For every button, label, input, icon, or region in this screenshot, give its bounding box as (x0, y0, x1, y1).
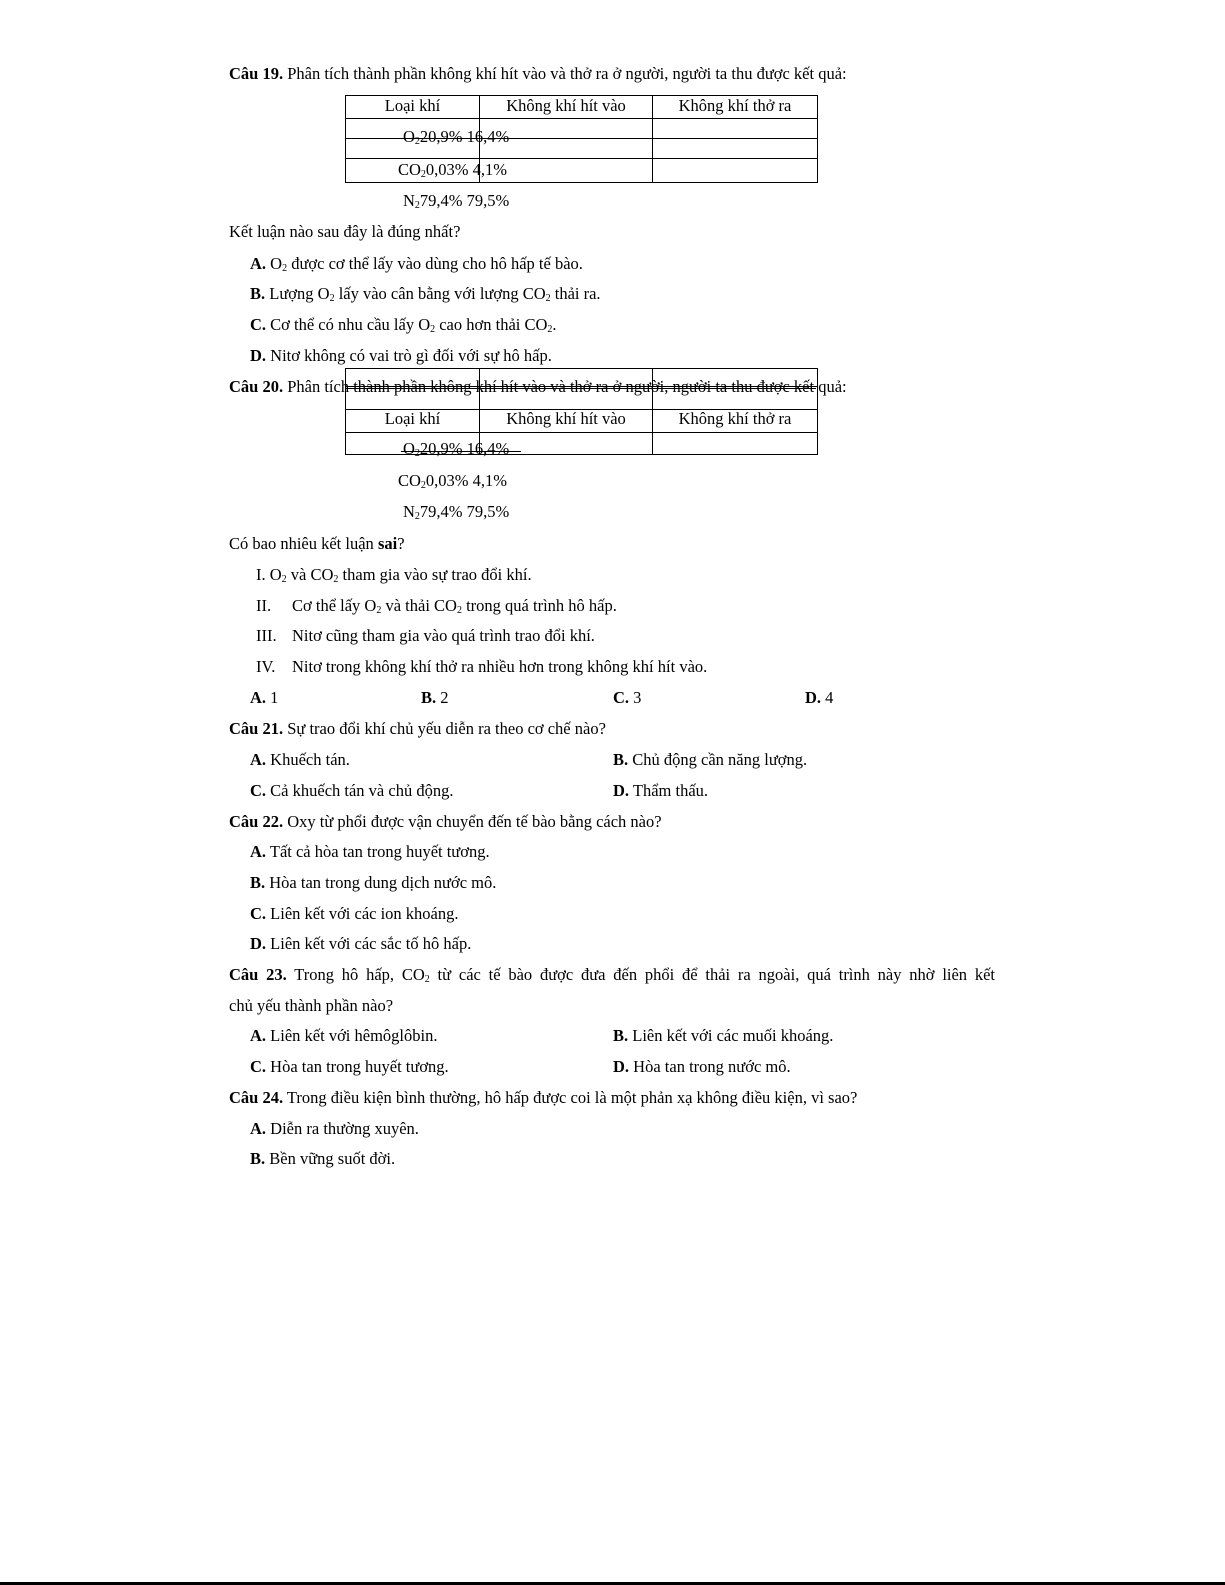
q19-option-b[interactable]: B. Lượng $O_2$ lấy vào cân bằng với lượng $CO_2$ thải ra. (250, 284, 601, 304)
q22-option-a[interactable]: A. Tất cả hòa tan trong huyết tương. (250, 842, 490, 861)
q20-number: Câu 20. (229, 377, 284, 396)
q21-option-c[interactable]: C. Cả khuếch tán và chủ động. (250, 781, 454, 800)
q20-header-exhaled: Không khí thở ra (678, 409, 792, 428)
q24-option-a[interactable]: A. Diễn ra thường xuyên. (250, 1119, 419, 1138)
q20-statement-3: Nitơ cũng tham gia vào quá trình trao đổi khí. (292, 626, 595, 645)
q23-number: Câu 23. (229, 965, 287, 984)
q19-row-co2: $CO_20,03\%$ 4,1% (398, 160, 508, 180)
q19-number: Câu 19. (229, 64, 284, 83)
q19-stem (229, 64, 847, 84)
q19-row-o2: $O_220,9\%$ 16,4% (403, 127, 510, 147)
q21-number: Câu 21. (229, 719, 284, 738)
q21-option-d[interactable]: D. Thẩm thấu. (613, 781, 709, 800)
q20-statement-2: Cơ thể lấy $O_2$ và thải $CO_2$ trong quá trình hô hấp. (292, 596, 617, 616)
q22-text: Oxy từ phổi được vận chuyển đến tế bào bằng cách nào? (287, 812, 662, 831)
q19-header-gas: Loại khí (384, 96, 441, 115)
q23-option-b[interactable]: B. Liên kết với các muối khoáng. (613, 1026, 834, 1045)
q19-option-a[interactable]: A. $O_2$ được cơ thể lấy vào dùng cho hô hấp tế bào. (250, 254, 583, 274)
q21-stem (229, 719, 606, 739)
q20-row-n2: $N_279,4\%$ 79,5% (403, 502, 510, 522)
q23-option-c[interactable]: C. Hòa tan trong huyết tương. (250, 1057, 449, 1076)
q19-option-d[interactable]: D. Nitơ không có vai trò gì đối với sự hô hấp. (250, 346, 552, 365)
q19-header-inhaled: Không khí hít vào (506, 96, 626, 115)
q20-statement-2-num: II. (256, 596, 272, 615)
q19-row-n2: $N_279,4\%$ 79,5% (403, 191, 510, 211)
q20-text: Phân tích thành phần không khí hít vào và thở ra ở người, người ta thu được kết quả: (287, 377, 847, 396)
q20-stem-strike (345, 388, 816, 389)
q22-stem (229, 812, 662, 832)
q20-row-o2-strike (401, 451, 521, 452)
q19-row-o2-strike (401, 138, 521, 139)
q21-text: Sự trao đổi khí chủ yếu diễn ra theo cơ chế nào? (287, 719, 606, 738)
q24-stem (229, 1088, 857, 1108)
q20-row-o2: $O_220,9\%$ 16,4% (403, 439, 510, 459)
q21-option-b[interactable]: B. Chủ động cần năng lượng. (613, 750, 808, 769)
q22-option-c[interactable]: C. Liên kết với các ion khoáng. (250, 904, 459, 923)
q23-option-d[interactable]: D. Hòa tan trong nước mô. (613, 1057, 791, 1076)
q19-header-exhaled: Không khí thở ra (678, 96, 792, 115)
q21-option-a[interactable]: A. Khuếch tán. (250, 750, 350, 769)
q20-statement-1: I. $O_2$ và $CO_2$ tham gia vào sự trao đổi khí. (256, 565, 532, 585)
q22-option-b[interactable]: B. Hòa tan trong dung dịch nước mô. (250, 873, 497, 892)
q20-row-co2: $CO_20,03\%$ 4,1% (398, 471, 508, 491)
q19-option-c[interactable]: C. Cơ thể có nhu cầu lấy $O_2$ cao hơn thải $CO_2$. (250, 315, 557, 335)
q20-option-d[interactable]: D. 4 (805, 688, 834, 707)
q23-option-a[interactable]: A. Liên kết với hêmôglôbin. (250, 1026, 438, 1045)
q20-option-c[interactable]: C. 3 (613, 688, 642, 707)
q20-option-b[interactable]: B. 2 (421, 688, 449, 707)
q22-option-d[interactable]: D. Liên kết với các sắc tố hô hấp. (250, 934, 472, 953)
q23-stem-line1: Câu 23. Trong hô hấp, $CO_2$ từ các tế bào được đưa đến phổi để thải ra ngoài, quá trình này nhờ liên kết (229, 965, 996, 985)
q24-number: Câu 24. (229, 1088, 284, 1107)
q23-stem-line2: chủ yếu thành phần nào? (229, 996, 394, 1015)
q24-text: Trong điều kiện bình thường, hô hấp được coi là một phản xạ không điều kiện, vì sao? (286, 1088, 858, 1107)
q19-text: Phân tích thành phần không khí hít vào và thở ra ở người, người ta thu được kết quả: (287, 64, 847, 83)
q20-statement-4: Nitơ trong không khí thở ra nhiều hơn trong không khí hít vào. (292, 657, 708, 676)
q24-option-b[interactable]: B. Bền vững suốt đời. (250, 1149, 396, 1168)
q22-number: Câu 22. (229, 812, 284, 831)
q20-statement-3-num: III. (256, 626, 277, 645)
q20-prompt: Có bao nhiêu kết luận sai? (229, 534, 405, 553)
q20-statement-4-num: IV. (256, 657, 276, 676)
q20-option-a[interactable]: A. 1 (250, 688, 279, 707)
q20-stem (229, 377, 847, 397)
q20-header-gas: Loại khí (384, 409, 441, 428)
q19-prompt: Kết luận nào sau đây là đúng nhất? (229, 222, 461, 241)
q20-header-inhaled: Không khí hít vào (506, 409, 626, 428)
